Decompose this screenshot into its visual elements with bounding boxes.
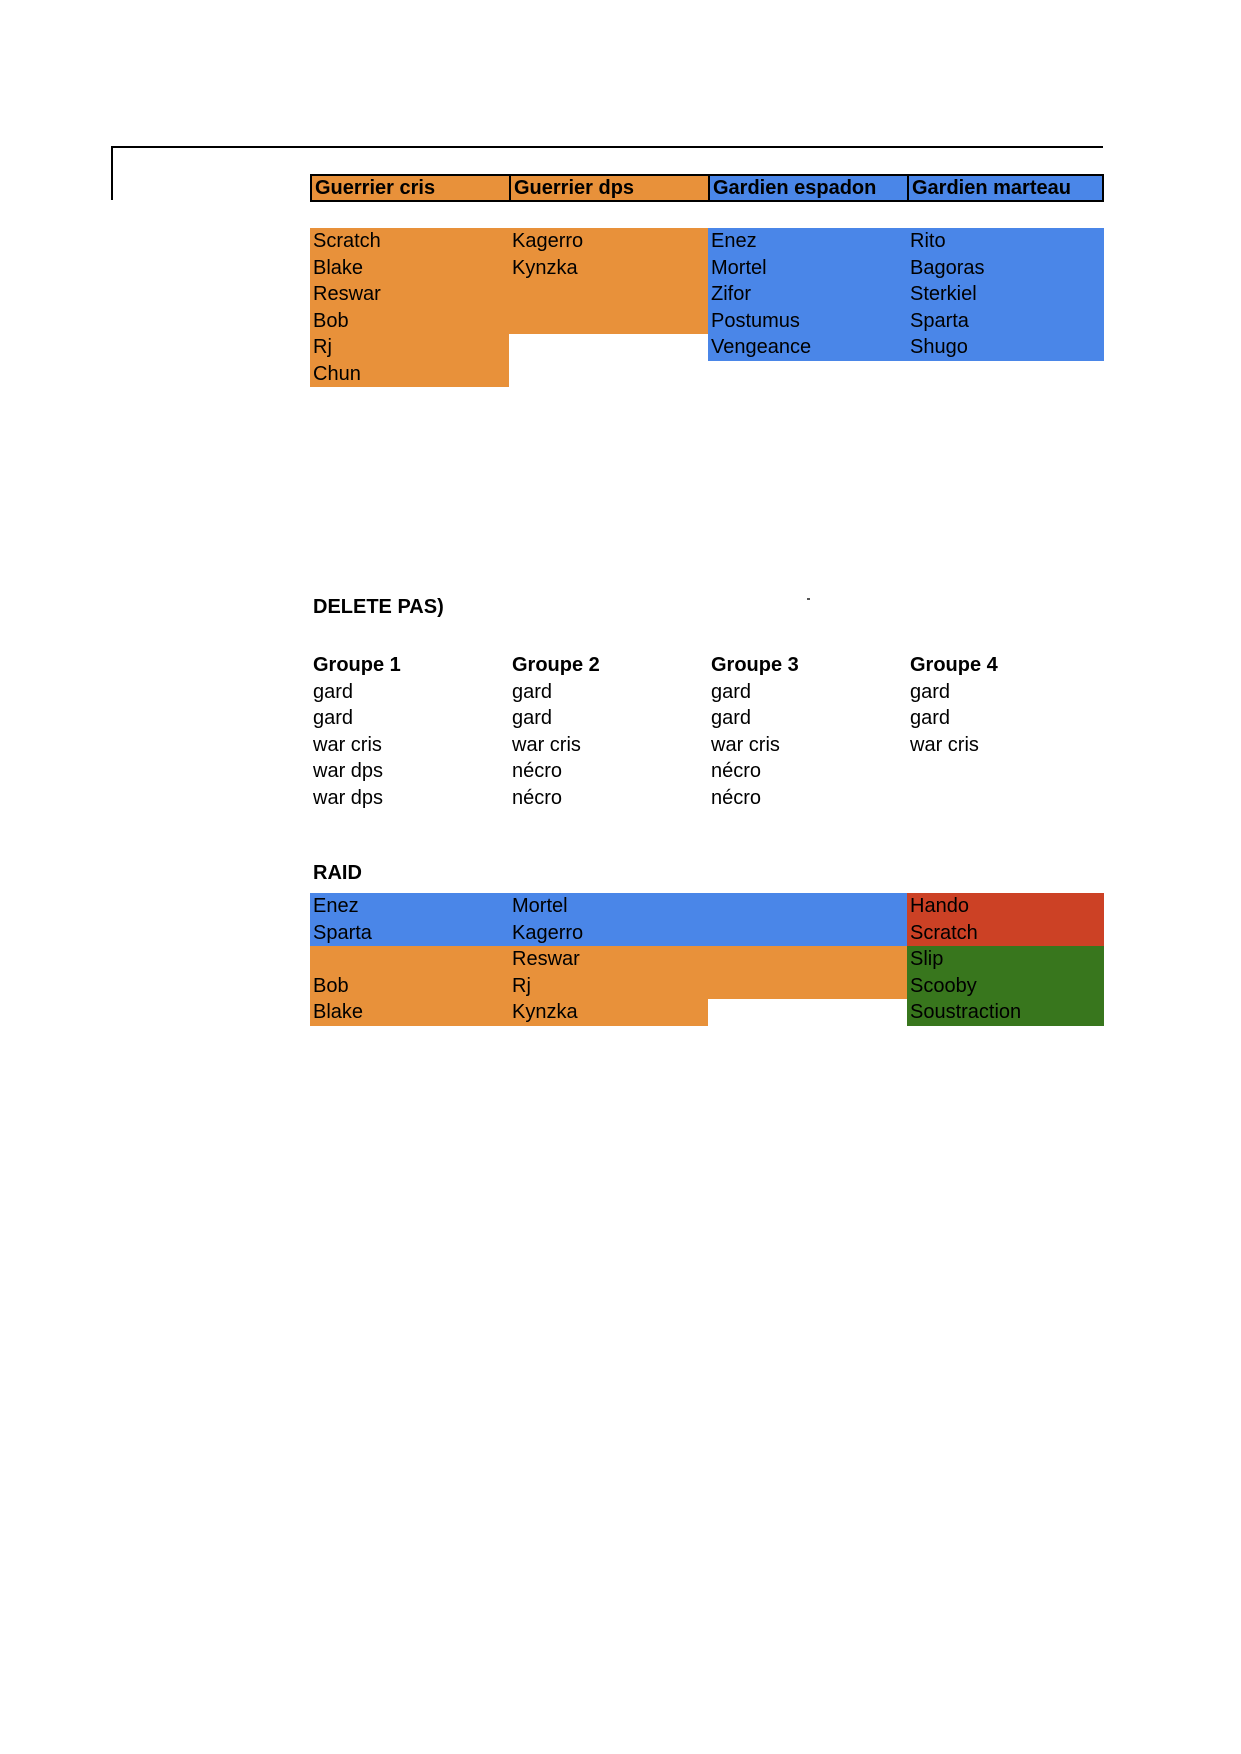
- group-header[interactable]: Groupe 2: [512, 654, 600, 676]
- roster-cell[interactable]: Bob: [310, 308, 509, 335]
- raid-cell[interactable]: [310, 946, 509, 973]
- group-cell[interactable]: gard: [711, 707, 752, 729]
- group-cell[interactable]: war cris: [910, 733, 979, 756]
- group-cell[interactable]: [907, 758, 1104, 785]
- group-cell[interactable]: nécro: [512, 760, 563, 782]
- roster-cell[interactable]: Mortel: [708, 255, 907, 282]
- raid-cell[interactable]: Bob: [310, 973, 509, 1000]
- group-cell[interactable]: war cris: [711, 733, 780, 756]
- roster-cell[interactable]: Zifor: [708, 281, 907, 308]
- roster-table: [310, 228, 1104, 387]
- raid-cell[interactable]: Hando: [907, 893, 1104, 920]
- group-header[interactable]: Groupe 1: [313, 654, 401, 676]
- roster-cell[interactable]: [509, 308, 708, 335]
- roster-cell[interactable]: Reswar: [310, 281, 509, 308]
- group-cell[interactable]: war cris: [512, 733, 581, 756]
- raid-cell[interactable]: Mortel: [509, 893, 708, 920]
- raid-cell[interactable]: [708, 893, 907, 920]
- roster-cell[interactable]: Scratch: [310, 228, 509, 255]
- group-header[interactable]: Groupe 3: [711, 654, 799, 676]
- groups-table: [310, 652, 1104, 811]
- group-header[interactable]: Groupe 4: [910, 654, 998, 676]
- roster-cell[interactable]: Rj: [310, 334, 509, 361]
- raid-cell[interactable]: [708, 920, 907, 947]
- header-guerrier-cris[interactable]: Guerrier cris: [310, 174, 509, 202]
- frame-top-border: [111, 146, 1103, 148]
- roster-cell[interactable]: [509, 361, 708, 388]
- raid-cell[interactable]: Kagerro: [509, 920, 708, 947]
- group-cell[interactable]: gard: [910, 707, 951, 729]
- roster-cell[interactable]: Postumus: [708, 308, 907, 335]
- roster-header-row: [310, 174, 1104, 202]
- roster-cell[interactable]: Blake: [310, 255, 509, 282]
- roster-cell[interactable]: Shugo: [907, 334, 1104, 361]
- frame-left-border: [111, 146, 113, 200]
- delete-note: DELETE PAS): [313, 596, 444, 618]
- roster-cell[interactable]: [708, 361, 907, 388]
- roster-cell[interactable]: [907, 361, 1104, 388]
- roster-cell[interactable]: Vengeance: [708, 334, 907, 361]
- header-gardien-espadon[interactable]: Gardien espadon: [708, 174, 907, 202]
- raid-cell[interactable]: [708, 999, 907, 1026]
- roster-cell[interactable]: Sterkiel: [907, 281, 1104, 308]
- roster-cell[interactable]: Rito: [907, 228, 1104, 255]
- group-cell[interactable]: war dps: [313, 760, 384, 782]
- roster-cell[interactable]: Kagerro: [509, 228, 708, 255]
- raid-cell[interactable]: Rj: [509, 973, 708, 1000]
- header-gardien-marteau[interactable]: Gardien marteau: [907, 174, 1104, 202]
- group-cell[interactable]: gard: [512, 680, 553, 703]
- roster-cell[interactable]: Bagoras: [907, 255, 1104, 282]
- group-cell[interactable]: nécro: [711, 786, 762, 809]
- group-cell[interactable]: nécro: [711, 760, 762, 782]
- group-cell[interactable]: nécro: [512, 786, 563, 809]
- raid-cell[interactable]: [708, 973, 907, 1000]
- raid-cell[interactable]: Enez: [310, 893, 509, 920]
- group-cell[interactable]: gard: [512, 707, 553, 729]
- group-cell[interactable]: gard: [910, 680, 951, 703]
- roster-cell[interactable]: Chun: [310, 361, 509, 388]
- stray-mark: [807, 598, 810, 600]
- group-cell[interactable]: gard: [711, 680, 752, 703]
- raid-cell[interactable]: Scooby: [907, 973, 1104, 1000]
- raid-cell[interactable]: Soustraction: [907, 999, 1104, 1026]
- roster-cell[interactable]: [509, 281, 708, 308]
- group-cell[interactable]: war cris: [313, 733, 382, 756]
- group-cell[interactable]: gard: [313, 707, 354, 729]
- roster-cell[interactable]: Sparta: [907, 308, 1104, 335]
- raid-title: RAID: [313, 862, 362, 884]
- roster-cell[interactable]: Kynzka: [509, 255, 708, 282]
- raid-cell[interactable]: [708, 946, 907, 973]
- raid-cell[interactable]: Kynzka: [509, 999, 708, 1026]
- roster-cell[interactable]: Enez: [708, 228, 907, 255]
- raid-table: [310, 893, 1104, 1026]
- raid-cell[interactable]: Sparta: [310, 920, 509, 947]
- group-cell[interactable]: war dps: [313, 786, 384, 809]
- raid-cell[interactable]: Reswar: [509, 946, 708, 973]
- raid-cell[interactable]: Blake: [310, 999, 509, 1026]
- raid-cell[interactable]: Slip: [907, 946, 1104, 973]
- group-cell[interactable]: gard: [313, 680, 354, 703]
- roster-cell[interactable]: [509, 334, 708, 361]
- header-guerrier-dps[interactable]: Guerrier dps: [509, 174, 708, 202]
- group-cell[interactable]: [907, 785, 1104, 812]
- raid-cell[interactable]: Scratch: [907, 920, 1104, 947]
